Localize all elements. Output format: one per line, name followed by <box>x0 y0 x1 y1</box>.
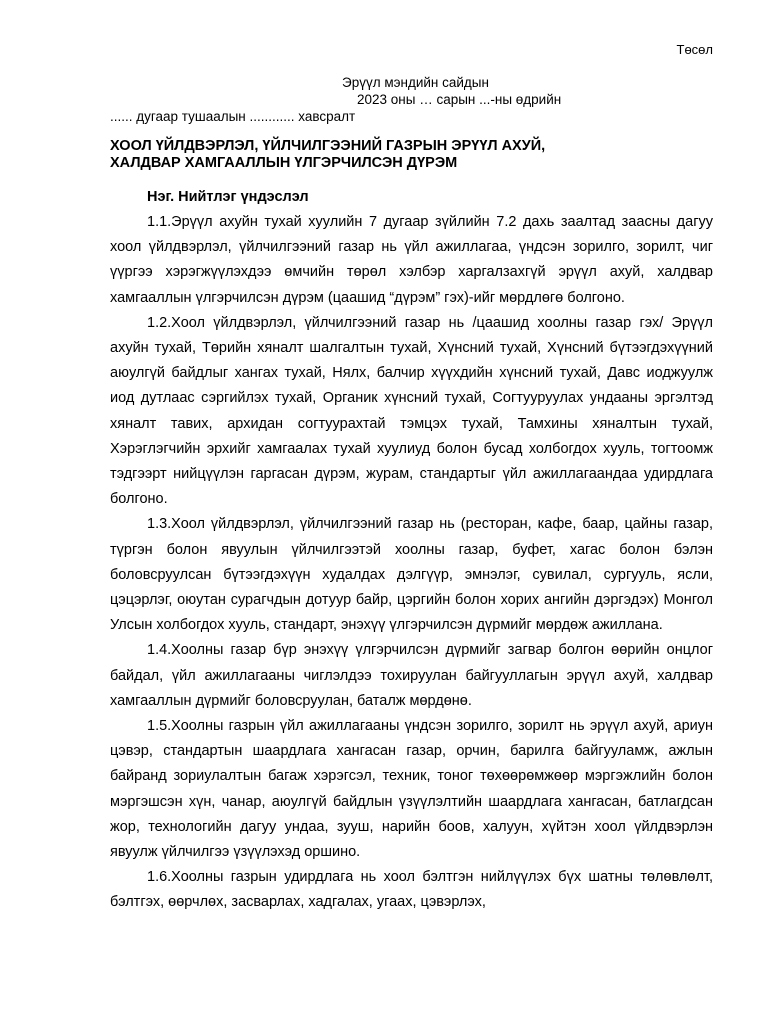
approval-block <box>110 74 710 125</box>
approval-line-ministry: Эрүүл мэндийн сайдын <box>342 75 489 90</box>
body-text <box>110 210 713 916</box>
approval-line-order: ...... дугаар тушаалын ............ хавсралт <box>110 109 356 124</box>
paragraph-1-1: 1.1.Эрүүл ахуйн тухай хуулийн 7 дугаар зүйлийн 7.2 дахь заалтад заасны дагуу хоол үйлдвэрлэл, үйлчилгээний газар нь үйл ажиллагаа, үндсэн зорилго, зорилт, чиг үүргээ хэрэгжүүлэхдээ өмчийн төрөл хэлбэр харгалзахгүй эрүүл ахуй, халдвар хамгааллын үлгэрчилсэн дүрэм (цаашид “дүрэм” гэх)-ийг мөрдлөгө болгоно. <box>110 214 713 306</box>
draft-label: Төсөл <box>676 42 713 57</box>
paragraph-1-6: 1.6.Хоолны газрын удирдлага нь хоол бэлтгэн нийлүүлэх бүх шатны төлөвлөлт, бэлтгэх, өөрчлөх, засварлах, хадгалах, угаах, цэвэрлэх, <box>110 869 713 911</box>
paragraph-1-3: 1.3.Хоол үйлдвэрлэл, үйлчилгээний газар нь (ресторан, кафе, баар, цайны газар, түргэн болон явуулын үйлчилгээтэй хоолны газар, буфет, хагас болон бэлэн боловсруулсан бүтээгдэхүүн худалдах дэлгүүр, эмнэлэг, сувилал, сургууль, ясли, цэцэрлэг, оюутан сурагчдын дотуур байр, цэргийн болон хорих ангийн дэргэдэх) Монгол Улсын холбогдох хууль, стандарт, энэхүү үлгэрчилсэн дүрмийг мөрдөж ажиллана. <box>110 516 713 634</box>
paragraph-1-4: 1.4.Хоолны газар бүр энэхүү үлгэрчилсэн дүрмийг загвар болгон өөрийн онцлог байдал, үйл ажиллагааны чиглэлдээ тохируулан байгууллагын эрүүл ахуй, халдвар хамгааллын дүрмийг боловсруулан, баталж мөрдөнө. <box>110 642 713 709</box>
approval-line-date: 2023 оны … сарын ...-ны өдрийн <box>357 92 562 107</box>
paragraph-1-2: 1.2.Хоол үйлдвэрлэл, үйлчилгээний газар нь /цаашид хоолны газар гэх/ Эрүүл ахуйн тухай, Төрийн хяналт шалгалтын тухай, Хүнсний тухай, Хүнсний бүтээгдэхүүний аюулгүй байдлыг хангах тухай, Нялх, балчир хүүхдийн хүнсний тухай, Давс иоджуулж иод дутлаас сэргийлэх тухай, Органик хүнсний тухай, Согтууруулах ундааны эргэлтэд хяналт тавих, архидан согтуурахтай тэмцэх тухай, Тамхины хяналтын тухай, Хэрэглэгчийн эрхийг хамгаалах тухай хуулиуд болон бусад холбогдох хууль, тогтоомж тэдгээрт нийцүүлэн гаргасан дүрэм, журам, стандартыг үйл ажиллагаандаа удирдлага болгоно. <box>110 314 713 508</box>
paragraph-1-5: 1.5.Хоолны газрын үйл ажиллагааны үндсэн зорилго, зорилт нь эрүүл ахуй, ариун цэвэр, стандартын шаардлага хангасан газар, орчин, барилга байгууламж, ажлын байранд зориулалтын багаж хэрэгсэл, техник, тоног төхөөрөмжөөр мэргэжлийн болон мэргэшсэн хүн, чанар, аюулгүй байдлын үзүүлэлтийн шаардлага хангасан, батлагдсан жор, технологийн дагуу ундаа, зууш, нарийн боов, халуун, хүйтэн хоол үйлдвэрлэн явуулж үйлчилгээ үзүүлэхэд оршино. <box>110 718 713 861</box>
document-title: ХООЛ ҮЙЛДВЭРЛЭЛ, ҮЙЛЧИЛГЭЭНИЙ ГАЗРЫН ЭРҮҮЛ АХУЙ, ХАЛДВАР ХАМГААЛЛЫН ҮЛГЭРЧИЛСЭН ДҮРЭМ <box>110 138 546 171</box>
section-heading: Нэг. Нийтлэг үндэслэл <box>147 189 309 205</box>
